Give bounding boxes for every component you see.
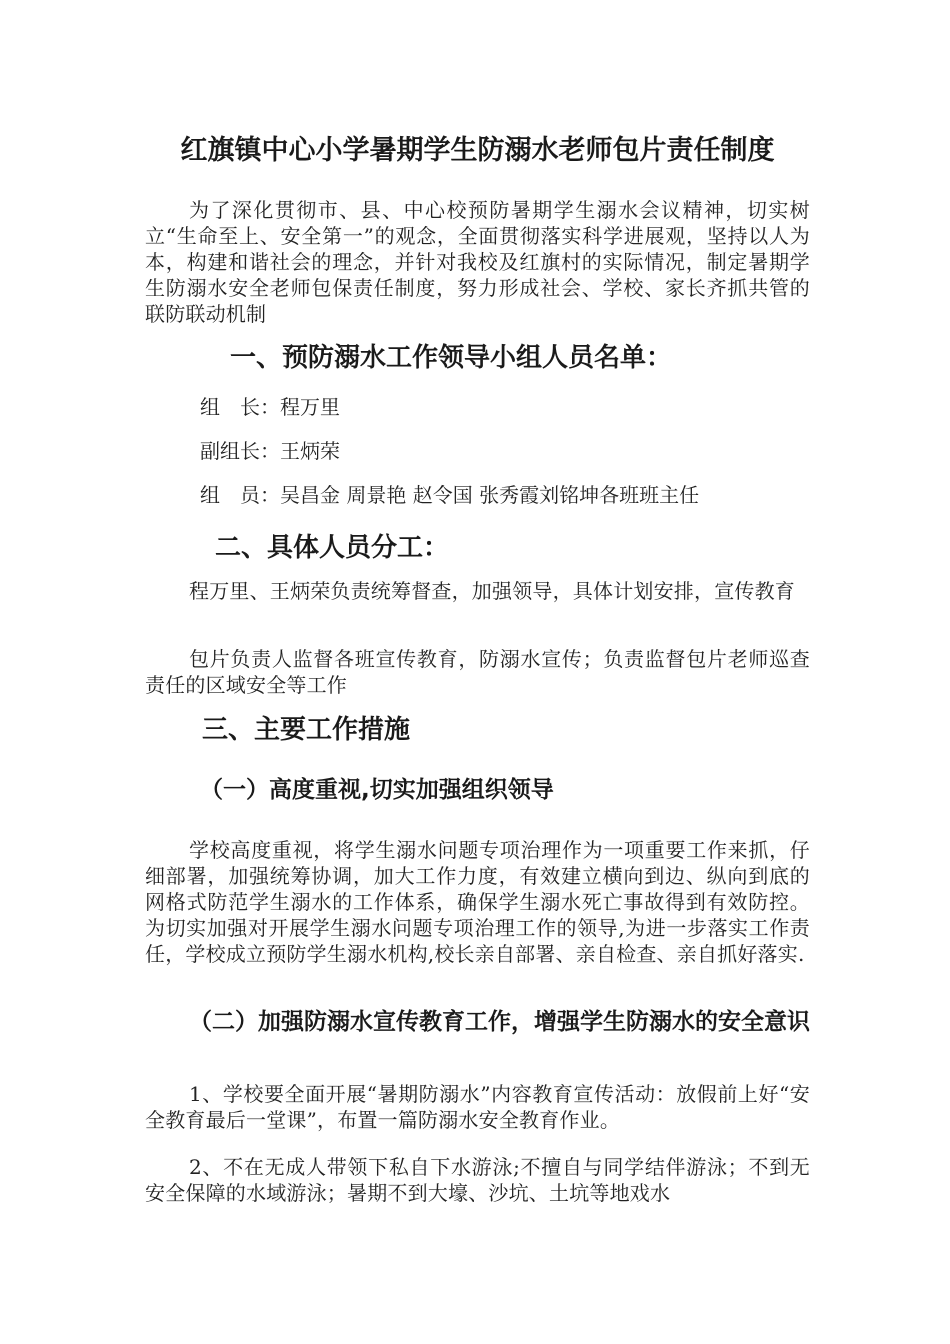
measure-item-2: 2、不在无成人带领下私自下水游泳;不擅自与同学结伴游泳；不到无安全保障的水域游泳；暑期不到大壕、沙坑、土坑等地戏水 <box>145 1155 810 1205</box>
members-line <box>200 481 800 509</box>
division-paragraph-2: 包片负责人监督各班宣传教育，防溺水宣传；负责监督包片老师巡查责任的区域安全等工作 <box>145 647 810 697</box>
document-title: 红旗镇中心小学暑期学生防溺水老师包片责任制度 <box>180 135 775 166</box>
subsection1-paragraph: 学校高度重视，将学生溺水问题专项治理作为一项重要工作来抓，仔细部署，加强统筹协调，加大工作力度，有效建立横向到边、纵向到底的网格式防范学生溺水的工作体系，确保学生溺水死亡事故得到有效防控。为切实加强对开展学生溺水问题专项治理工作的领导,为进一步落实工作责任，学校成立预防学生溺水机构,校长亲自部署、亲自检查、亲自抓好落实. <box>145 838 810 966</box>
section1-heading: 一、预防溺水工作领导小组人员名单： <box>230 343 673 373</box>
members-label: 组 员： <box>200 483 280 507</box>
division-paragraph-1: 程万里、王炳荣负责统筹督查，加强领导，具体计划安排，宣传教育 <box>189 579 795 603</box>
members-value: 吴昌金 周景艳 赵令国 张秀霞刘铭坤各班班主任 <box>280 483 700 507</box>
section3-heading: 三、主要工作措施 <box>202 715 411 745</box>
leader-line <box>200 393 800 421</box>
subsection2-heading: （二）加强防溺水宣传教育工作，增强学生防溺水的安全意识 <box>189 1009 810 1035</box>
deputy-label: 副组长： <box>200 439 280 463</box>
intro-paragraph: 为了深化贯彻市、县、中心校预防暑期学生溺水会议精神，切实树立“生命至上、安全第一”的观念，全面贯彻落实科学进展观，坚持以人为本，构建和谐社会的理念，并针对我校及红旗村的实际情况，制定暑期学生防溺水安全老师包保责任制度，努力形成社会、学校、家长齐抓共管的联防联动机制 <box>145 198 810 326</box>
subsection1-heading: （一）高度重视,切实加强组织领导 <box>200 777 554 803</box>
leader-label: 组 长： <box>200 395 280 419</box>
leader-value: 程万里 <box>280 395 340 419</box>
deputy-value: 王炳荣 <box>280 439 340 463</box>
deputy-line <box>200 437 800 465</box>
measure-item-1: 1、学校要全面开展“暑期防溺水”内容教育宣传活动：放假前上好“安全教育最后一堂课”，布置一篇防溺水安全教育作业。 <box>145 1082 810 1132</box>
section2-heading: 二、具体人员分工： <box>215 533 450 563</box>
